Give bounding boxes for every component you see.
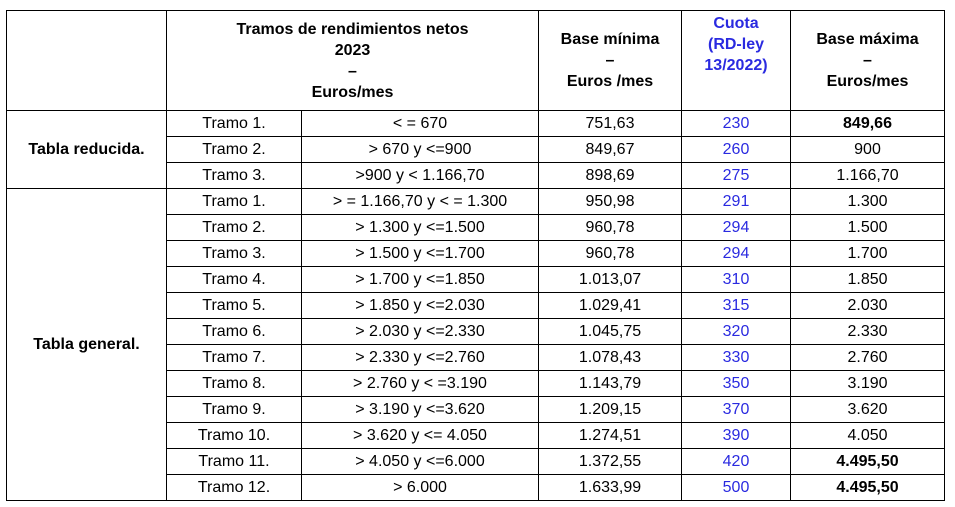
- base-maxima-cell: 849,66: [791, 111, 945, 137]
- base-maxima-cell: 900: [791, 137, 945, 163]
- base-minima-cell: 1.633,99: [539, 475, 682, 501]
- tramo-cell: Tramo 6.: [167, 319, 302, 345]
- header-base-maxima-line-1: Base máxima: [816, 31, 919, 48]
- table-body: [7, 111, 945, 501]
- base-maxima-cell: 4.495,50: [791, 475, 945, 501]
- base-maxima-cell: 2.030: [791, 293, 945, 319]
- header-tramos-line-4: Euros/mes: [311, 83, 394, 101]
- base-minima-cell: 1.209,15: [539, 397, 682, 423]
- range-cell: > = 1.166,70 y < = 1.300: [302, 189, 539, 215]
- tramo-cell: Tramo 5.: [167, 293, 302, 319]
- cuota-cell: 330: [682, 345, 791, 371]
- cuota-cell: 294: [682, 215, 791, 241]
- tramo-cell: Tramo 4.: [167, 267, 302, 293]
- base-minima-cell: 950,98: [539, 189, 682, 215]
- range-cell: < = 670: [302, 111, 539, 137]
- cuota-cell: 370: [682, 397, 791, 423]
- range-cell: > 6.000: [302, 475, 539, 501]
- tramo-cell: Tramo 2.: [167, 215, 302, 241]
- base-maxima-cell: 3.620: [791, 397, 945, 423]
- cuota-cell: 350: [682, 371, 791, 397]
- range-cell: > 670 y <=900: [302, 137, 539, 163]
- base-minima-cell: 960,78: [539, 241, 682, 267]
- header-base-minima: [539, 11, 682, 111]
- base-minima-cell: 1.045,75: [539, 319, 682, 345]
- range-cell: > 1.500 y <=1.700: [302, 241, 539, 267]
- range-cell: >900 y < 1.166,70: [302, 163, 539, 189]
- header-base-minima-line-2: –: [605, 52, 615, 69]
- base-minima-cell: 751,63: [539, 111, 682, 137]
- cuota-cell: 260: [682, 137, 791, 163]
- range-cell: > 1.850 y <=2.030: [302, 293, 539, 319]
- tramo-cell: Tramo 10.: [167, 423, 302, 449]
- tramo-cell: Tramo 9.: [167, 397, 302, 423]
- range-cell: > 2.330 y <=2.760: [302, 345, 539, 371]
- base-maxima-cell: 2.760: [791, 345, 945, 371]
- header-cuota-line-2: (RD-ley: [707, 36, 764, 53]
- header-tramos-line-2: 2023: [334, 41, 371, 59]
- base-minima-cell: 1.143,79: [539, 371, 682, 397]
- header-tramos-line-1: Tramos de rendimientos netos: [236, 20, 469, 38]
- tramo-cell: Tramo 11.: [167, 449, 302, 475]
- tramo-cell: Tramo 1.: [167, 189, 302, 215]
- tramo-cell: Tramo 3.: [167, 241, 302, 267]
- cuota-cell: 294: [682, 241, 791, 267]
- header-cuota: [682, 11, 791, 111]
- base-maxima-cell: 4.050: [791, 423, 945, 449]
- tramo-cell: Tramo 2.: [167, 137, 302, 163]
- range-cell: > 1.300 y <=1.500: [302, 215, 539, 241]
- header-base-minima-line-3: Euros /mes: [566, 73, 654, 90]
- tramo-cell: Tramo 12.: [167, 475, 302, 501]
- base-minima-cell: 1.372,55: [539, 449, 682, 475]
- base-minima-cell: 1.013,07: [539, 267, 682, 293]
- base-minima-cell: 1.029,41: [539, 293, 682, 319]
- header-cuota-line-1: Cuota: [713, 15, 759, 32]
- range-cell: > 2.760 y < =3.190: [302, 371, 539, 397]
- cuota-cell: 275: [682, 163, 791, 189]
- table-row: [7, 189, 945, 215]
- header-row: [7, 11, 945, 111]
- cuota-cell: 315: [682, 293, 791, 319]
- base-maxima-cell: 1.500: [791, 215, 945, 241]
- group-label: Tabla reducida.: [7, 111, 167, 189]
- header-base-maxima-line-2: –: [863, 52, 872, 69]
- base-maxima-cell: 3.190: [791, 371, 945, 397]
- cuota-cell: 230: [682, 111, 791, 137]
- cuota-cell: 291: [682, 189, 791, 215]
- base-maxima-cell: 1.850: [791, 267, 945, 293]
- header-base-minima-line-1: Base mínima: [560, 31, 660, 48]
- header-empty-cell: [7, 11, 167, 111]
- cuota-cell: 390: [682, 423, 791, 449]
- range-cell: > 3.620 y <= 4.050: [302, 423, 539, 449]
- range-cell: > 1.700 y <=1.850: [302, 267, 539, 293]
- tramo-cell: Tramo 8.: [167, 371, 302, 397]
- range-cell: > 3.190 y <=3.620: [302, 397, 539, 423]
- base-maxima-cell: 1.166,70: [791, 163, 945, 189]
- cuota-cell: 310: [682, 267, 791, 293]
- base-maxima-cell: 4.495,50: [791, 449, 945, 475]
- base-minima-cell: 1.274,51: [539, 423, 682, 449]
- base-maxima-cell: 1.300: [791, 189, 945, 215]
- contribution-table: [6, 10, 945, 501]
- range-cell: > 4.050 y <=6.000: [302, 449, 539, 475]
- header-tramos-line-3: –: [348, 62, 357, 80]
- tramo-cell: Tramo 3.: [167, 163, 302, 189]
- base-minima-cell: 898,69: [539, 163, 682, 189]
- header-tramos: [167, 11, 539, 111]
- range-cell: > 2.030 y <=2.330: [302, 319, 539, 345]
- cuota-cell: 320: [682, 319, 791, 345]
- tramo-cell: Tramo 1.: [167, 111, 302, 137]
- header-base-maxima-line-3: Euros/mes: [826, 73, 909, 90]
- base-maxima-cell: 2.330: [791, 319, 945, 345]
- group-label: Tabla general.: [7, 189, 167, 501]
- tramo-cell: Tramo 7.: [167, 345, 302, 371]
- base-maxima-cell: 1.700: [791, 241, 945, 267]
- table-row: [7, 111, 945, 137]
- base-minima-cell: 1.078,43: [539, 345, 682, 371]
- header-cuota-line-3: 13/2022): [704, 57, 768, 74]
- header-base-maxima: [791, 11, 945, 111]
- base-minima-cell: 849,67: [539, 137, 682, 163]
- cuota-cell: 420: [682, 449, 791, 475]
- cuota-cell: 500: [682, 475, 791, 501]
- base-minima-cell: 960,78: [539, 215, 682, 241]
